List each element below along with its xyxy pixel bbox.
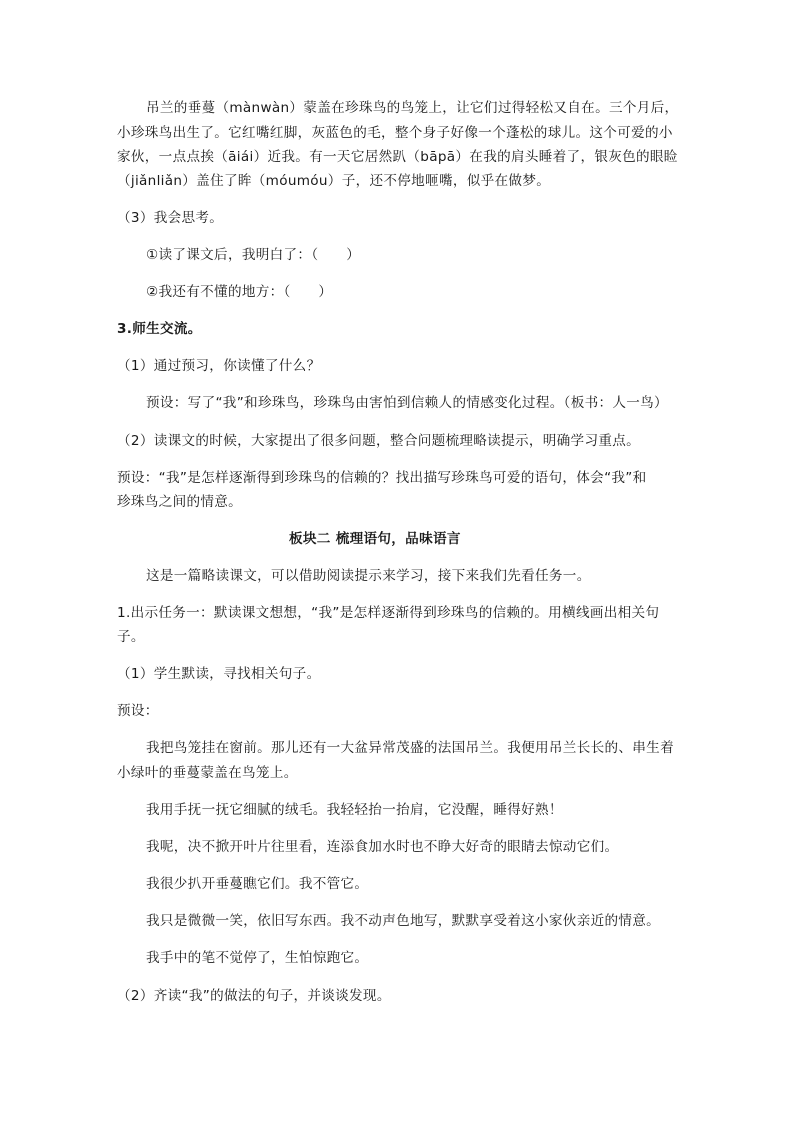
quote-3: 我呢，决不掀开叶片往里看，连添食加水时也不睁大好奇的眼睛去惊动它们。	[146, 839, 619, 855]
sub-item-2: （2）齐读“我”的做法的句子，并谈谈发现。	[117, 988, 391, 1004]
question-1: （1）通过预习，你读懂了什么？	[117, 358, 321, 374]
sub-item-1: （1）学生默读，寻找相关句子。	[117, 666, 321, 682]
task1-line1: 1.出示任务一：默读课文想想，“我”是怎样逐渐得到珍珠鸟的信赖的。用横线画出相关句	[117, 605, 660, 621]
think-item-2: ②我还有不懂的地方：（ ）	[146, 284, 333, 300]
quote-6: 我手中的笔不觉停了，生怕惊跑它。	[146, 950, 369, 966]
quote1-line2: 小绿叶的垂蔓蒙盖在鸟笼上。	[117, 765, 298, 781]
section-title: 板块二 梳理语句，品味语言	[289, 531, 461, 547]
step3-heading: 3.师生交流。	[117, 321, 202, 337]
item3-heading: （3）我会思考。	[117, 210, 224, 226]
preset-2-line1: 预设：“我”是怎样逐渐得到珍珠鸟的信赖的？找出描写珍珠鸟可爱的语句，体会“我”和	[117, 470, 647, 486]
preset-2-line2: 珍珠鸟之间的情意。	[117, 494, 243, 510]
para1-line4: （jiǎnliǎn）盖住了眸（móumóu）子，还不停地咂嘴，似乎在做梦。	[117, 173, 551, 189]
think-item-1: ①读了课文后，我明白了：（ ）	[146, 247, 361, 263]
quote-2: 我用手抚一抚它细腻的绒毛。我轻轻抬一抬肩，它没醒，睡得好熟！	[146, 802, 563, 818]
para1-line1: 吊兰的垂蔓（mànwàn）蒙盖在珍珠鸟的鸟笼上，让它们过得轻松又自在。三个月后，	[146, 100, 679, 116]
preset-1: 预设：写了“我”和珍珠鸟，珍珠鸟由害怕到信赖人的情感变化过程。（板书：人一鸟）	[146, 395, 668, 411]
question-2: （2）读课文的时候，大家提出了很多问题，整合问题梳理略读提示，明确学习重点。	[117, 433, 641, 449]
quote1-line1: 我把鸟笼挂在窗前。那儿还有一大盆异常茂盛的法国吊兰。我便用吊兰长长的、串生着	[146, 740, 674, 756]
quote-4: 我很少扒开垂蔓瞧它们。我不管它。	[146, 876, 369, 892]
para1-line3: 家伙，一点点挨（āiái）近我。有一天它居然趴（bāpā）在我的肩头睡着了，银灰色的眼睑	[117, 149, 678, 165]
quote-5: 我只是微微一笑，依旧写东西。我不动声色地写，默默享受着这小家伙亲近的情意。	[146, 913, 661, 929]
para1-line2: 小珍珠鸟出生了。它红嘴红脚，灰蓝色的毛，整个身子好像一个蓬松的球儿。这个可爱的小	[117, 125, 673, 141]
task1-line2: 子。	[117, 629, 145, 645]
intro-paragraph: 这是一篇略读课文，可以借助阅读提示来学习，接下来我们先看任务一。	[146, 568, 591, 584]
preset-label: 预设：	[117, 703, 159, 719]
